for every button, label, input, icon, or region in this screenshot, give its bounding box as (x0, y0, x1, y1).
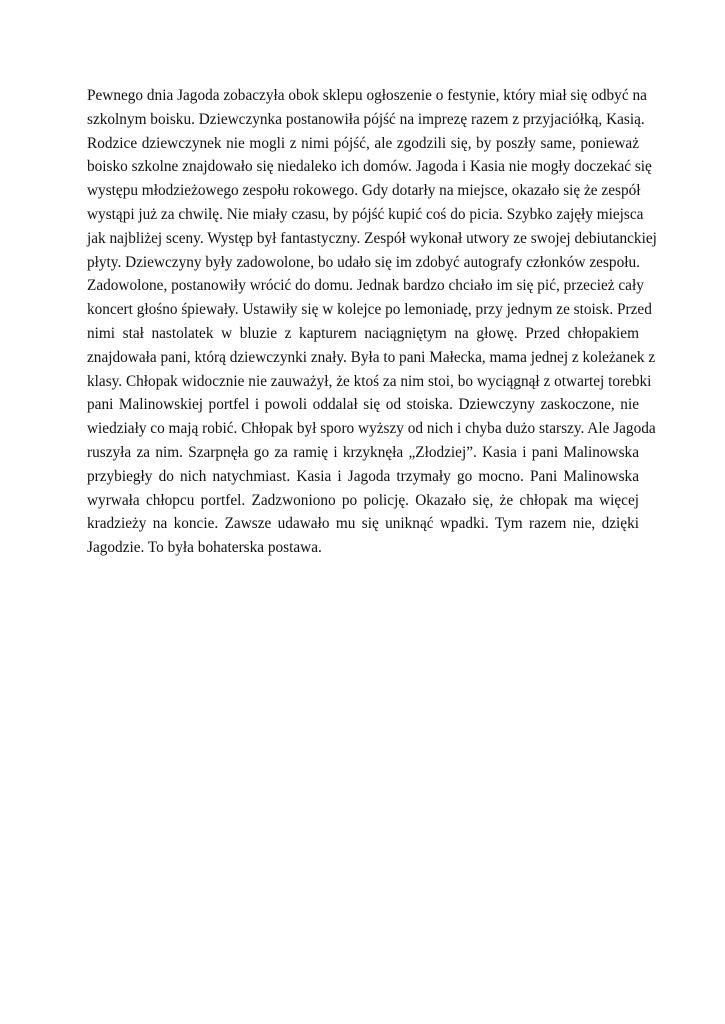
text-line: występu młodzieżowego zespołu rokowego. Gdy dotarły na miejsce, okazało się że zespół (87, 182, 641, 200)
text-line: klasy. Chłopak widocznie nie zauważył, że ktoś za nim stoi, bo wyciągnął z otwartej torebki (87, 372, 652, 390)
story-paragraph (87, 84, 657, 560)
text-line: Zadowolone, postanowiły wrócić do domu. Jednak bardzo chciało im się pić, przecież cały (87, 277, 644, 295)
text-line: wyrwała chłopcu portfel. Zadzwoniono po policję. Okazało się, że chłopak ma więcej (87, 491, 639, 509)
text-line: jak najbliżej sceny. Występ był fantastyczny. Zespół wykonał utwory ze swojej debiutanckiej (87, 229, 657, 247)
text-line: wiedziały co mają robić. Chłopak był sporo wyższy od nich i chyba dużo starszy. Ale Jagoda (87, 420, 656, 438)
text-line: płyty. Dziewczyny były zadowolone, bo udało się im zdobyć autografy członków zespołu. (87, 253, 640, 271)
text-line: znajdowała pani, którą dziewczynki znały. Była to pani Małecka, mama jednej z koleżanek z (87, 348, 656, 366)
text-line: ruszyła za nim. Szarpnęła go za ramię i krzyknęła „Złodziej”. Kasia i pani Malinowska (87, 443, 639, 461)
text-line: wystąpi już za chwilę. Nie miały czasu, by pójść kupić coś do picia. Szybko zajęły miejsca (87, 205, 644, 223)
text-line: przybiegły do nich natychmiast. Kasia i Jagoda trzymały go mocno. Pani Malinowska (87, 467, 639, 485)
text-line: Rodzice dziewczynek nie mogli z nimi pójść, ale zgodzili się, by poszły same, ponieważ (87, 134, 639, 152)
text-line-last: Jagodzie. To była bohaterska postawa. (87, 539, 322, 557)
text-line: szkolnym boisku. Dziewczynka postanowiła pójść na imprezę razem z przyjaciółką, Kasią. (87, 110, 645, 128)
text-line: pani Malinowskiej portfel i powoli oddalał się od stoiska. Dziewczyny zaskoczone, nie (87, 396, 639, 414)
text-line: koncert głośno śpiewały. Ustawiły się w kolejce po lemoniadę, przy jednym ze stoisk. Przed (87, 301, 652, 319)
text-line: nimi stał nastolatek w bluzie z kapturem naciągniętym na głowę. Przed chłopakiem (87, 324, 639, 342)
text-line: kradzieży na koncie. Zawsze udawało mu się uniknąć wpadki. Tym razem nie, dzięki (87, 515, 639, 533)
text-line: Pewnego dnia Jagoda zobaczyła obok sklepu ogłoszenie o festynie, który miał się odbyć na (87, 87, 647, 104)
text-line: boisko szkolne znajdowało się niedaleko ich domów. Jagoda i Kasia nie mogły doczekać się (87, 158, 652, 176)
